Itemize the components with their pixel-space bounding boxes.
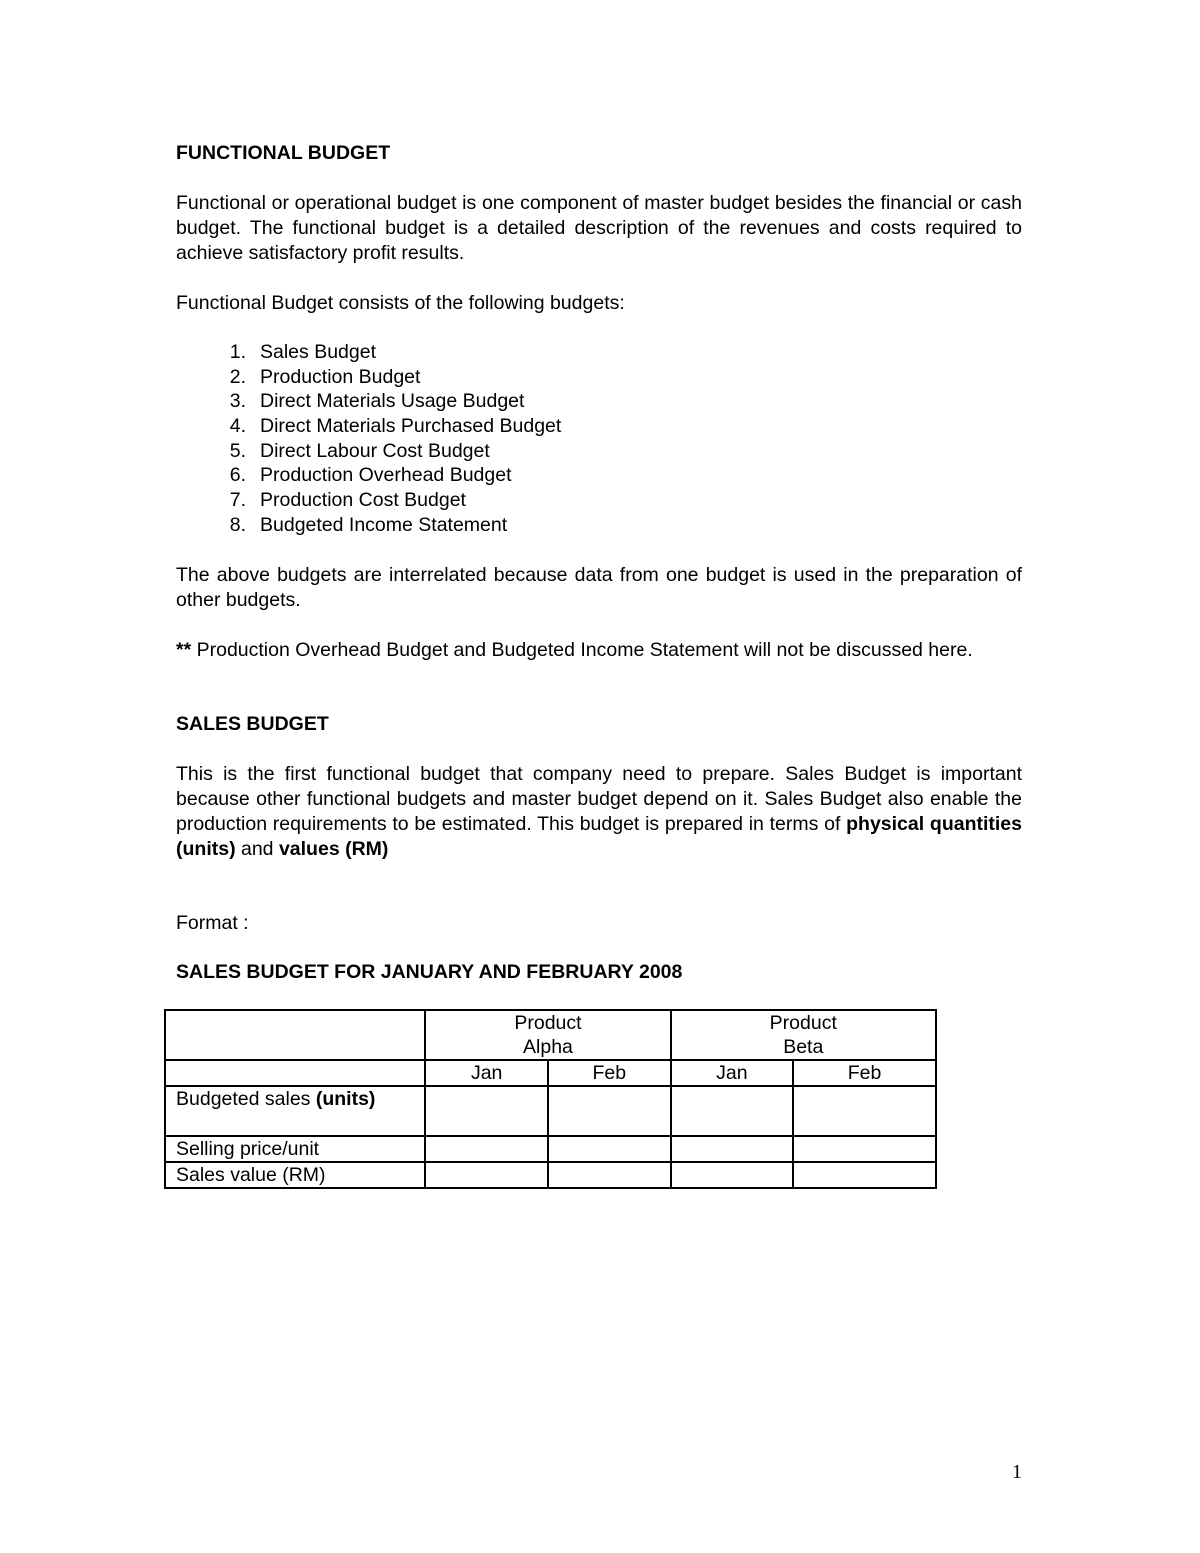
sales-budget-table (164, 1009, 937, 1189)
table-cell (793, 1136, 936, 1162)
row-label-budgeted-sales: Budgeted sales (units) (165, 1086, 425, 1136)
intro-paragraph: Functional or operational budget is one component of master budget besides the financial or cash budget. The functional budget is a detailed description of the revenues and costs required to achieve satisfactory profit results. (176, 192, 1022, 264)
table-cell (425, 1136, 548, 1162)
list-item: 3. Direct Materials Usage Budget (229, 390, 525, 413)
note-text: Production Overhead Budget and Budgeted Income Statement will not be discussed here. (191, 639, 973, 661)
table-row (165, 1086, 936, 1136)
row-label-selling-price: Selling price/unit (165, 1136, 425, 1162)
list-item: 5. Direct Labour Cost Budget (229, 439, 490, 462)
note-stars: ** (176, 639, 192, 661)
format-label: Format : (176, 912, 249, 934)
table-title: SALES BUDGET FOR JANUARY AND FEBRUARY 2008 (176, 961, 683, 983)
table-cell (425, 1162, 548, 1188)
table-cell (425, 1086, 548, 1136)
values-rm-bold: values (RM) (278, 838, 389, 860)
table-cell-empty (165, 1010, 425, 1060)
month-header: Jan (425, 1060, 548, 1086)
table-cell (671, 1162, 794, 1188)
table-cell (548, 1136, 671, 1162)
section-title-sales-budget: SALES BUDGET (176, 713, 329, 735)
product-alpha-header: Product Alpha (425, 1010, 670, 1060)
table-cell (793, 1162, 936, 1188)
table-cell (671, 1136, 794, 1162)
table-cell-empty (165, 1060, 425, 1086)
table-cell (793, 1086, 936, 1136)
list-item: 8. Budgeted Income Statement (229, 513, 508, 536)
interrelated-paragraph: The above budgets are interrelated because data from one budget is used in the preparation of other budgets. (176, 564, 1022, 611)
section-title-functional-budget: FUNCTIONAL BUDGET (176, 142, 391, 164)
table-row (165, 1162, 936, 1188)
month-header: Feb (793, 1060, 936, 1086)
list-item: 6. Production Overhead Budget (229, 464, 512, 487)
month-header: Jan (671, 1060, 794, 1086)
list-item: 4. Direct Materials Purchased Budget (229, 415, 562, 438)
list-item: 2. Production Budget (229, 365, 421, 388)
physical-quantities-bold: physical quantities (units) (176, 813, 1022, 860)
list-item: 7. Production Cost Budget (229, 489, 466, 512)
row-label-sales-value: Sales value (RM) (165, 1162, 425, 1188)
table-row (165, 1060, 936, 1086)
list-intro-paragraph: Functional Budget consists of the following budgets: (176, 292, 625, 314)
table-cell (671, 1086, 794, 1136)
list-item: 1. Sales Budget (229, 341, 377, 363)
note-paragraph (176, 638, 1022, 663)
product-beta-header: Product Beta (671, 1010, 936, 1060)
table-cell (548, 1086, 671, 1136)
table-cell (548, 1162, 671, 1188)
month-header: Feb (548, 1060, 671, 1086)
table-row (165, 1136, 936, 1162)
sales-budget-paragraph: This is the first functional budget that company need to prepare. Sales Budget is important because other functional budgets and master budget depend on it. Sales Budget also enable the production requirements to be estimated. This budget is prepared in terms of physical quantities (units) and values (RM) (176, 763, 1022, 860)
table-row (165, 1010, 936, 1060)
budget-list (176, 340, 776, 538)
page-number: 1 (1012, 1461, 1022, 1483)
